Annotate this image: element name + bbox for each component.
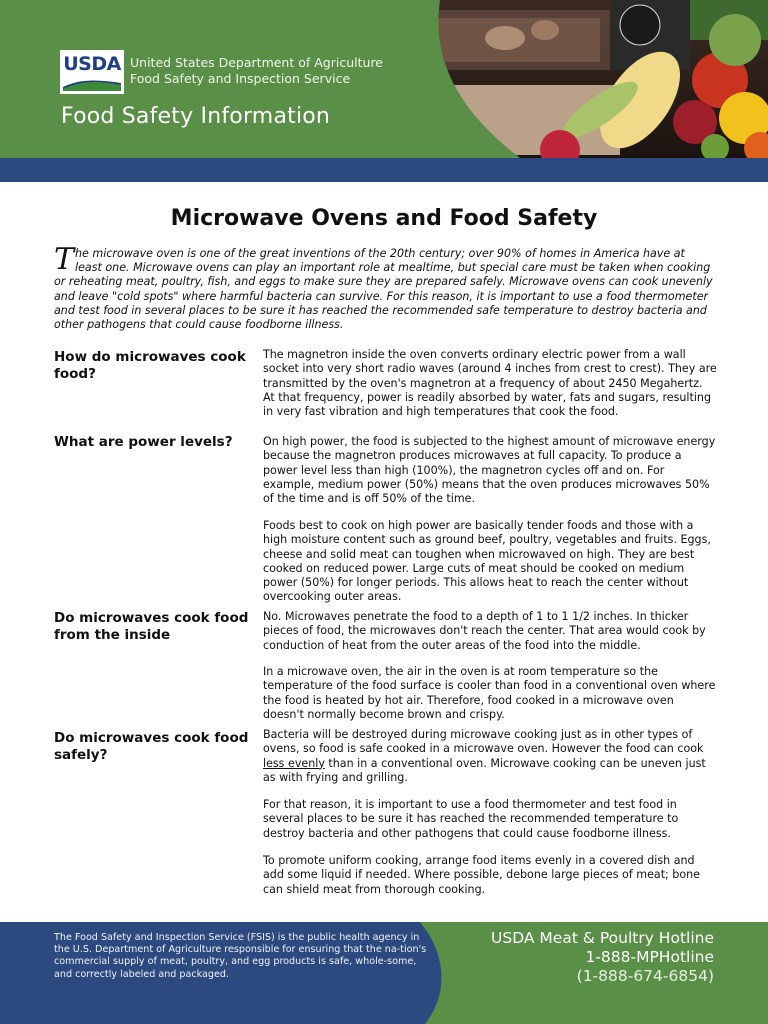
hotline-digits: (1-888-674-6854) [576, 967, 714, 985]
usda-logo-text: USDA [63, 53, 121, 75]
question-cook-from-inside: Do microwaves cook food from the inside [54, 610, 249, 643]
underlined-phrase: less evenly [263, 756, 325, 770]
question-how-microwaves-cook: How do microwaves cook food? [54, 349, 246, 382]
answer-paragraph: The magnetron inside the oven converts ordinary electric power from a wall socket into very short radio waves (around 4 inches from crest to crest). They are transmitted by the oven's magnetron at a frequency of about 2450 Megahertz. At that frequency, power is readily absorbed by water, fats and sugars, resulting in very fast vibration and high temperatures that cook the food. [263, 348, 717, 419]
service-line: Food Safety and Inspection Service [130, 70, 351, 86]
hotline-block [491, 929, 714, 986]
answer-paragraph: To promote uniform cooking, arrange food items evenly in a covered dish and add some liquid if needed. Where possible, debone large pieces of meat; bone can shield meat from thorough cooking. [263, 854, 700, 896]
hotline-number: 1-888-MPHotline [585, 948, 714, 966]
answer-paragraph: In a microwave oven, the air in the oven is at room temperature so the temperature of the food surface is cooler than food in a conventional oven where the food is heated by hot air. Therefore, food cooked in a microwave oven doesn't normally become brown and crispy. [263, 665, 716, 721]
header-divider-band [0, 158, 768, 182]
header-banner [0, 0, 768, 158]
intro-paragraph [54, 242, 714, 332]
agency-name [130, 55, 383, 86]
department-line: United States Department of Agriculture [130, 55, 383, 70]
question-power-levels: What are power levels? [54, 434, 233, 450]
usda-swoosh-icon [63, 79, 121, 91]
answer-paragraph: Foods best to cook on high power are basically tender foods and those with a high moisture content such as ground beef, poultry, vegetables and fruits. Eggs, cheese and solid meat can toughen when microwaved on high. They are best cooked on reduced power. Large cuts of meat should be cooked on medium power (50%) for longer periods. This allows heat to reach the center without overcooking outer areas. [263, 519, 711, 604]
answer-text: than in a conventional oven. Microwave cooking can be uneven just as with frying and grilling. [263, 756, 706, 784]
answer-paragraph: For that reason, it is important to use a food thermometer and test food in several places to be sure it has reached the recommended temperature to destroy bacteria and other pathogens that could cause foodborne illness. [263, 798, 679, 840]
document-title: Microwave Ovens and Food Safety [170, 206, 598, 231]
intro-text: he microwave oven is one of the great inventions of the 20th century; over 90% of homes in America have at least one. Microwave ovens can play an important role at mealtime, but special care must be taken when cooking or reheating meat, poultry, fish, and eggs to make sure they are prepared safely. Microwave ovens can cook unevenly and leave "cold spots" where harmful bacteria can survive. For this reason, it is important to use a food thermometer and test food in several places to be sure it has reached the recommended safe temperature to destroy bacteria and other pathogens that could cause foodborne illness. [54, 247, 713, 332]
answer-text: Bacteria will be destroyed during microwave cooking just as in other types of ovens, so food is safe cooked in a microwave oven. However the food can cook [263, 728, 704, 756]
usda-logo [60, 50, 124, 94]
answer-paragraph [263, 728, 717, 785]
answer-paragraph: No. Microwaves penetrate the food to a depth of 1 to 1 1/2 inches. In thicker pieces of food, the microwaves don't reach the center. That area would cook by conduction of heat from the outer areas of the food into the middle. [263, 610, 706, 652]
agency-description: The Food Safety and Inspection Service (FSIS) is the public health agency in the U.S. Department of Agriculture responsible for ensuring that the na-tion's commercial supply of meat, poultry, and egg products is safe, whole-some, and correctly labeled and packaged. [54, 932, 427, 980]
answer-paragraph: On high power, the food is subjected to the highest amount of microwave energy because the magnetron produces microwaves at full capacity. To produce a power level less than high (100%), the magnetron cycles off and on. For example, medium power (50%) means that the oven produces microwaves 50% of the time and is off 50% of the time. [263, 435, 716, 506]
publication-title: Food Safety Information [61, 104, 331, 129]
hotline-title: USDA Meat & Poultry Hotline [491, 929, 714, 947]
drop-cap: T [54, 242, 75, 277]
question-cook-safely: Do microwaves cook food safely? [54, 730, 249, 763]
